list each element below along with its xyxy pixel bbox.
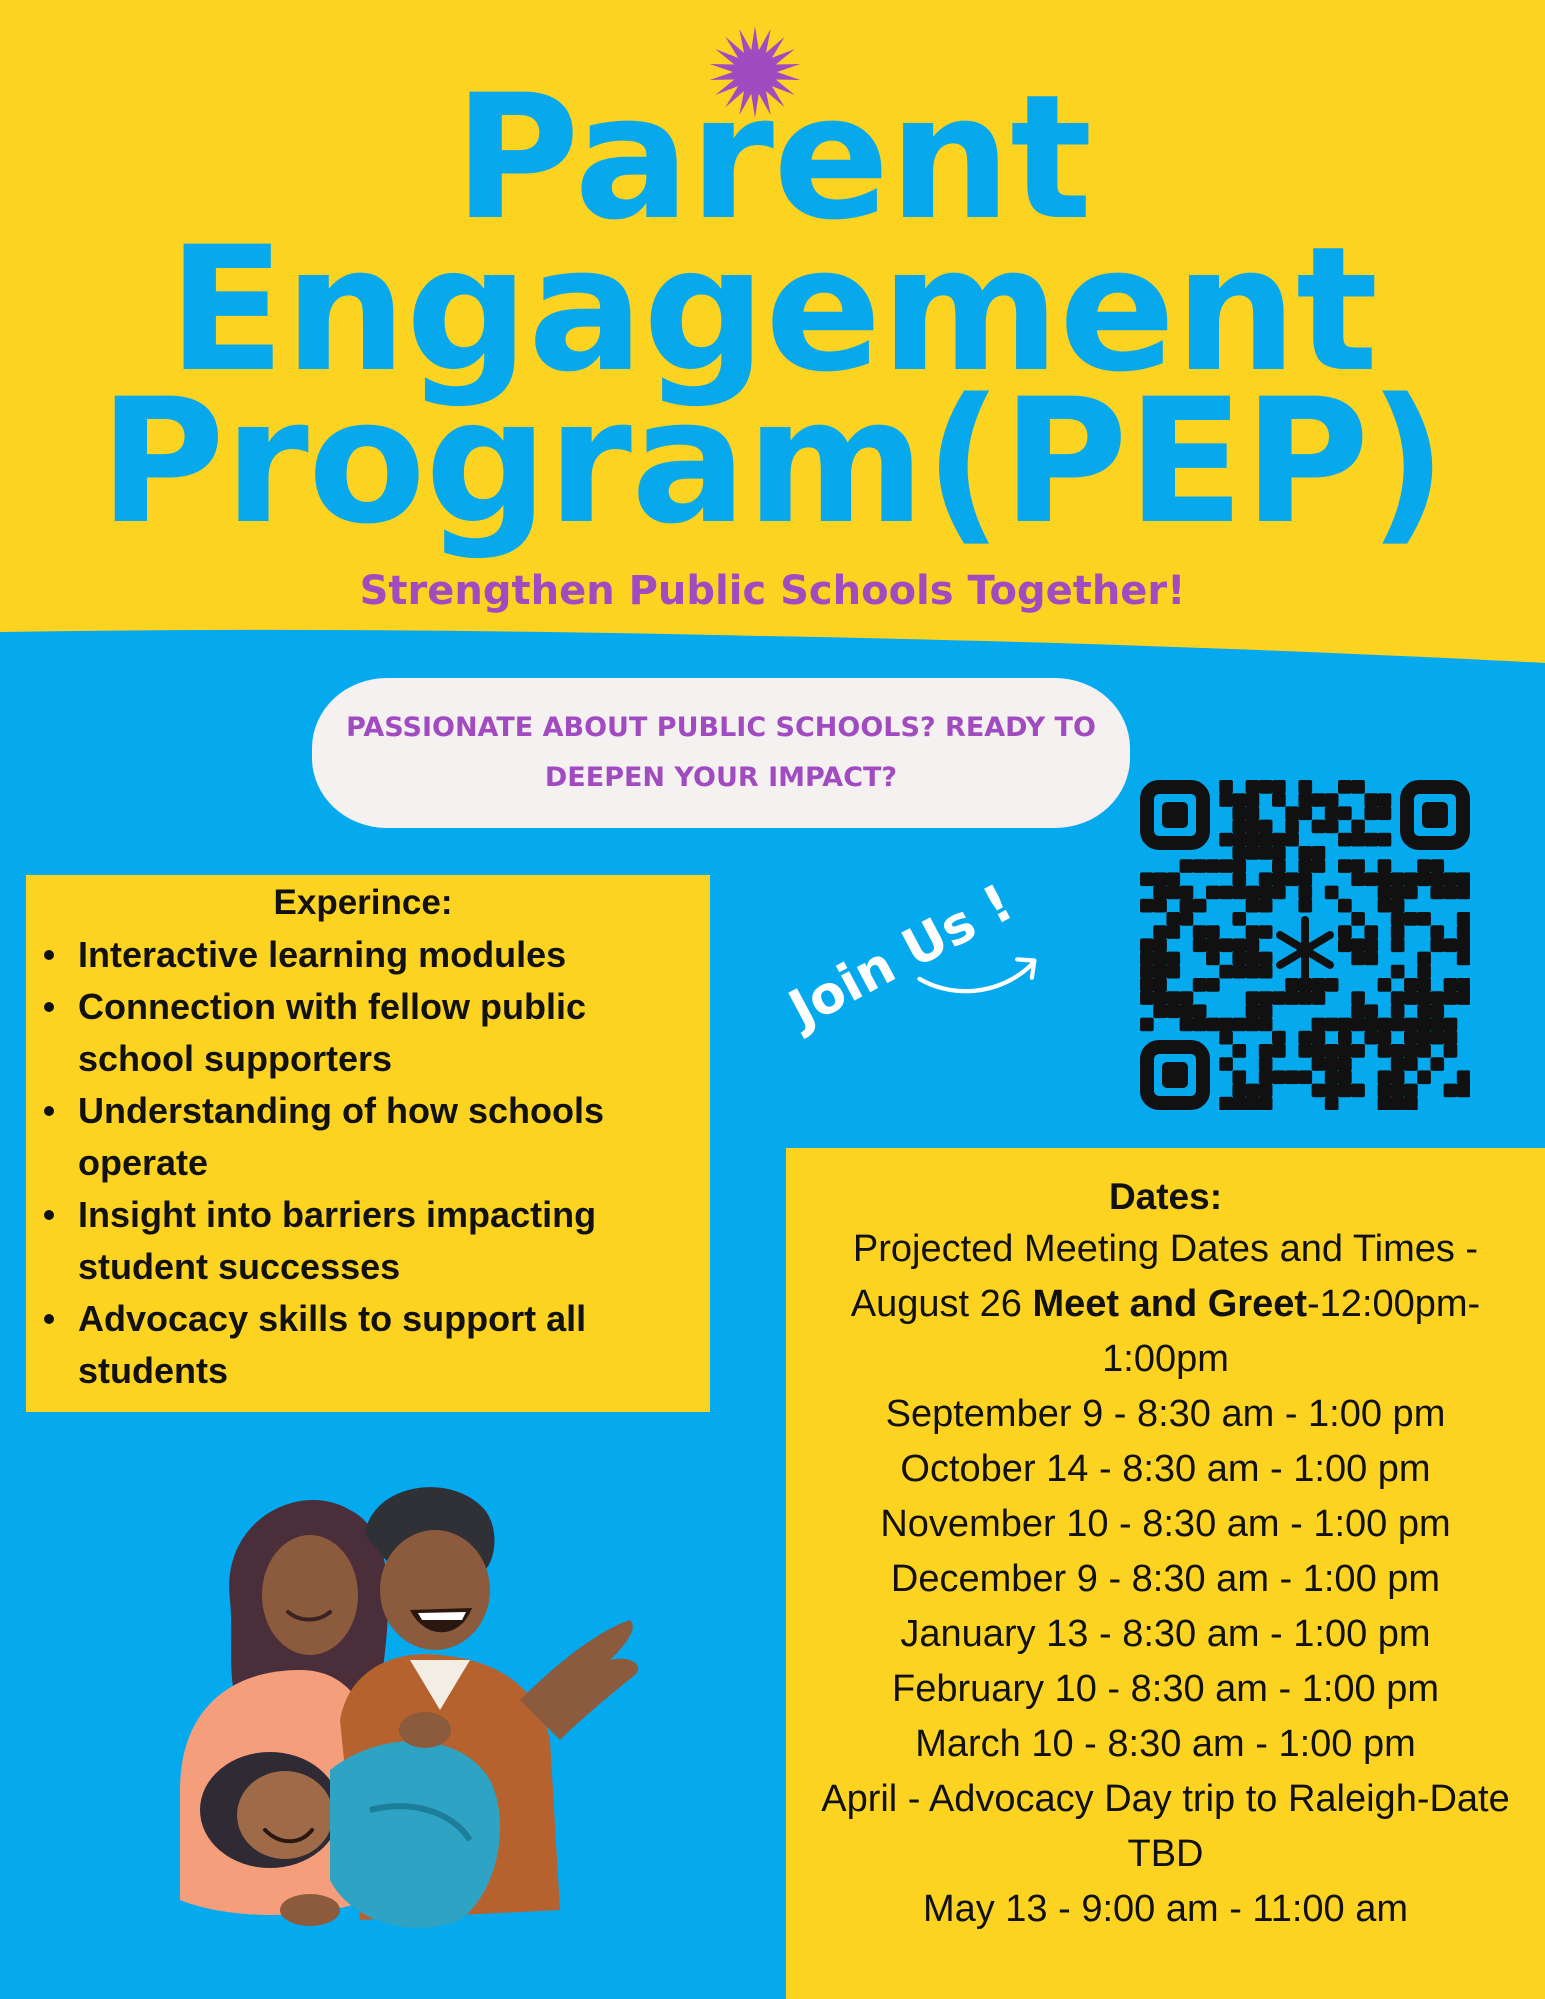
date-line: November 10 - 8:30 am - 1:00 pm: [880, 1503, 1451, 1545]
family-illustration: [140, 1480, 700, 1960]
date-line: March 10 - 8:30 am - 1:00 pm: [915, 1723, 1416, 1765]
list-item: Connection with fellow public school supporters: [78, 981, 710, 1085]
meet-greet-line: [806, 1277, 1525, 1387]
date-line: April - Advocacy Day trip to Raleigh-Date TBD: [821, 1778, 1510, 1875]
list-item: Advocacy skills to support all students: [78, 1293, 710, 1397]
title-line-1: Parent: [453, 57, 1092, 258]
title-line-2: Engagement: [167, 209, 1378, 410]
dates-intro: Projected Meeting Dates and Times -: [852, 1228, 1479, 1270]
title-line-3: Program(PEP): [98, 361, 1447, 562]
date-line: February 10 - 8:30 am - 1:00 pm: [891, 1668, 1440, 1710]
dates-box: [786, 1148, 1545, 1999]
dates-heading: Dates:: [1108, 1176, 1223, 1217]
date-line: October 14 - 8:30 am - 1:00 pm: [900, 1448, 1431, 1490]
list-item: Insight into barriers impacting student successes: [78, 1189, 710, 1293]
meet-greet-event: Meet and Greet: [1032, 1283, 1308, 1325]
callout-text: PASSIONATE ABOUT PUBLIC SCHOOLS? READY TO DEEPEN YOUR IMPACT?: [346, 712, 1096, 793]
qr-code-icon[interactable]: [1140, 780, 1470, 1110]
join-us-text: Join Us !: [779, 872, 1023, 1040]
subtitle: Strengthen Public Schools Together!: [359, 568, 1186, 614]
meet-greet-time: -12:00pm-1:00pm: [1102, 1283, 1481, 1380]
page-title: [0, 57, 1545, 562]
date-line: May 13 - 9:00 am - 11:00 am: [922, 1888, 1409, 1930]
list-item: Interactive learning modules: [78, 929, 710, 981]
curved-arrow-icon: [890, 930, 1120, 1040]
meet-greet-date: August 26: [850, 1283, 1022, 1325]
experience-heading: Experince:: [273, 883, 453, 922]
callout-pill: [312, 678, 1130, 828]
experience-box: [26, 875, 710, 1412]
experience-list: [26, 929, 710, 1397]
list-item: Understanding of how schools operate: [78, 1085, 710, 1189]
date-line: December 9 - 8:30 am - 1:00 pm: [890, 1558, 1441, 1600]
date-line: September 9 - 8:30 am - 1:00 pm: [885, 1393, 1446, 1435]
date-line: January 13 - 8:30 am - 1:00 pm: [900, 1613, 1431, 1655]
